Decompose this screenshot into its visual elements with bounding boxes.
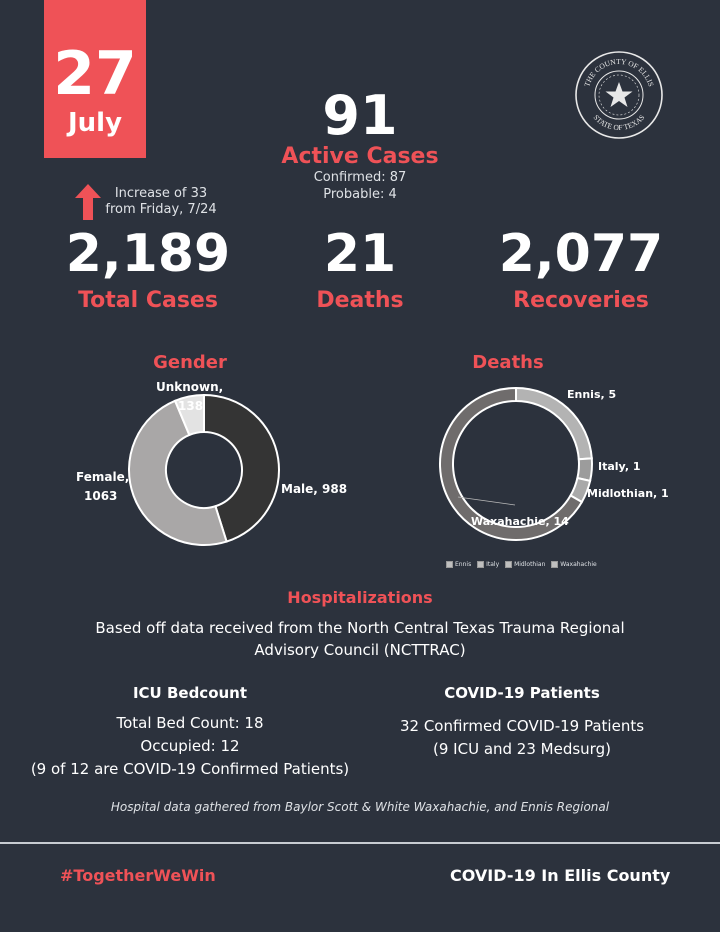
recoveries-number: 2,077 xyxy=(498,224,664,284)
increase-line-2: from Friday, 7/24 xyxy=(105,202,217,217)
covid-patients-line-1: 32 Confirmed COVID-19 Patients xyxy=(399,717,645,735)
total-cases-number: 2,189 xyxy=(65,224,231,284)
deaths-chart-title: Deaths xyxy=(472,352,544,373)
active-cases-label: Active Cases xyxy=(281,144,439,169)
hospitalizations-title: Hospitalizations xyxy=(287,588,433,607)
probable-count: Probable: 4 xyxy=(323,187,397,202)
hospital-source-line-2: Advisory Council (NCTTRAC) xyxy=(254,641,466,659)
seal-top-text: THE COUNTY OF ELLIS xyxy=(582,56,656,88)
total-cases-label: Total Cases xyxy=(78,288,218,313)
deaths-label-italy: Italy, 1 xyxy=(598,460,641,473)
covid-patients-title: COVID-19 Patients xyxy=(444,684,600,702)
increase-line-1: Increase of 33 xyxy=(114,186,208,201)
hashtag: #TogetherWeWin xyxy=(60,866,216,885)
date-day: 27 xyxy=(53,39,137,109)
deaths-label-midlothian: Midlothian, 1 xyxy=(587,487,669,500)
date-month: July xyxy=(67,108,123,138)
deaths-legend xyxy=(446,561,606,568)
gender-label-female-2: 1063 xyxy=(84,489,118,503)
legend-item-waxahachie: Waxahachie xyxy=(551,561,596,568)
legend-item-midlothian: Midlothian xyxy=(505,561,545,568)
recoveries-label: Recoveries xyxy=(513,288,649,313)
icu-line-3: (9 of 12 are COVID-19 Confirmed Patients) xyxy=(30,760,350,778)
gender-label-unknown-1: Unknown, xyxy=(156,380,224,394)
hospital-source-line-1: Based off data received from the North Central Texas Trauma Regional xyxy=(95,619,625,637)
gender-label-male: Male, 988 xyxy=(281,482,348,496)
footer-divider xyxy=(0,842,720,844)
gender-chart-title: Gender xyxy=(153,352,227,373)
confirmed-count: Confirmed: 87 xyxy=(313,170,407,185)
deaths-label-ennis: Ennis, 5 xyxy=(567,388,617,401)
legend-item-ennis: Ennis xyxy=(446,561,471,568)
icu-line-2: Occupied: 12 xyxy=(140,737,240,755)
hospital-footnote: Hospital data gathered from Baylor Scott & White Waxahachie, and Ennis Regional xyxy=(110,800,610,814)
legend-item-italy: Italy xyxy=(477,561,499,568)
seal-bottom-text: STATE OF TEXAS xyxy=(591,112,647,133)
gender-label-unknown-2: 138 xyxy=(178,399,204,413)
deaths-number: 21 xyxy=(323,224,397,284)
gender-donut xyxy=(129,395,279,545)
active-cases-number: 91 xyxy=(322,84,398,147)
icu-title: ICU Bedcount xyxy=(132,684,248,702)
deaths-label-waxahachie: Waxahachie, 14 xyxy=(471,515,569,528)
deaths-label: Deaths xyxy=(316,288,404,313)
covid-patients-line-2: (9 ICU and 23 Medsurg) xyxy=(433,740,611,758)
gender-label-female-1: Female, xyxy=(76,470,130,484)
icu-line-1: Total Bed Count: 18 xyxy=(116,714,264,732)
county-title: COVID-19 In Ellis County xyxy=(450,866,671,885)
